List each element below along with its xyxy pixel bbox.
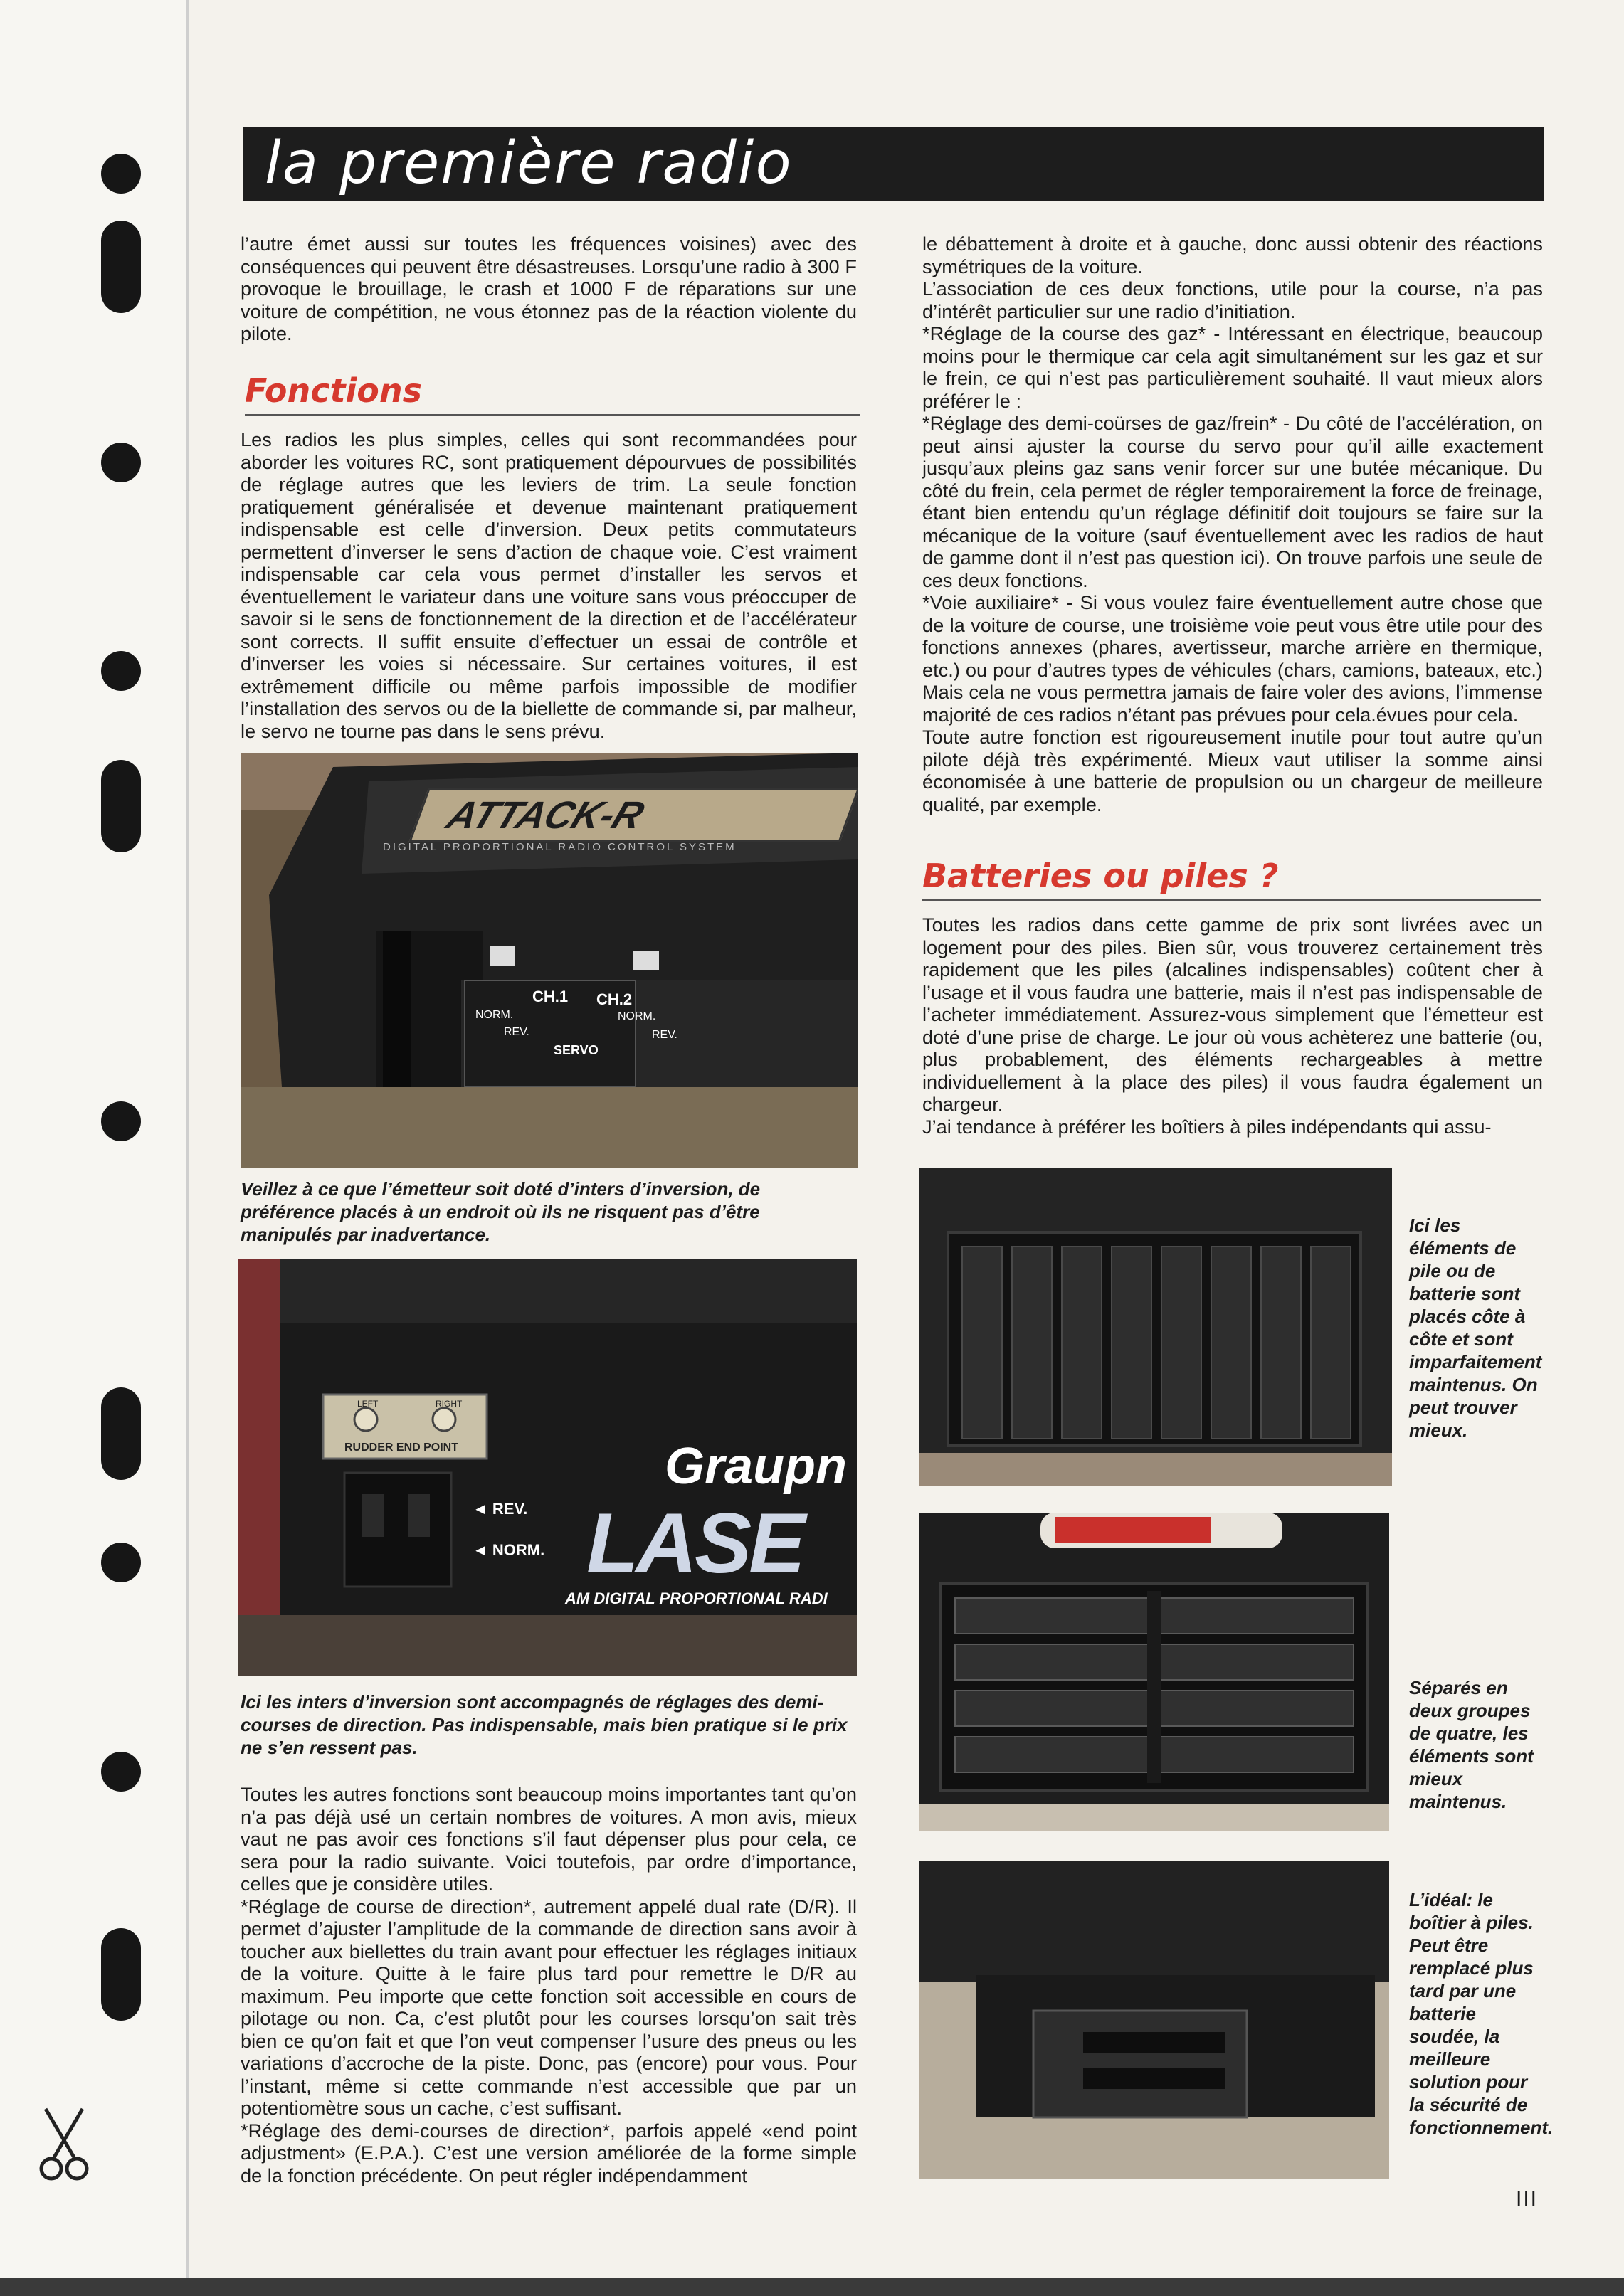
photo-illustration — [919, 1513, 1389, 1831]
photo3-caption: Ici les éléments de pile ou de batterie sont placés côte à côte et sont imparfaitement maintenus. On peut trouver mieux. — [1409, 1215, 1542, 1441]
page-number: III — [1516, 2187, 1539, 2211]
punch-hole — [101, 1387, 141, 1480]
page-header — [243, 127, 1544, 201]
intro-paragraph: l’autre émet aussi sur toutes les fréquences voisines) avec des conséquences qui peuvent être désastreuses. Lorsqu’une radio à 300 F provoque le brouillage, le crash et 1000 F de réparations sur une voiture de compétition, ne vous étonnez pas de la réaction violente du pilote. — [241, 233, 857, 344]
punch-hole — [101, 1928, 141, 2021]
system-label: AM DIGITAL PROPORTIONAL RADI — [565, 1589, 828, 1607]
photo5-caption: L’idéal: le boîtier à piles. Peut être remplacé plus tard par une batterie soudée, la meilleure solution pour la sécurité de fonctionnement. — [1409, 1889, 1554, 2138]
punch-hole — [101, 1752, 141, 1792]
photo-battery-compartment-side-by-side — [919, 1168, 1392, 1486]
brand-laser: LASE — [586, 1496, 803, 1591]
punch-hole — [101, 443, 141, 482]
other-functions-body: Toutes les autres fonctions sont beaucoup moins importantes tant qu’on n’a pas déjà usé un certain nombres de voitures. A mon avis, mieux vaut ne pas avoir ces fonctions s’il faut dépenser plus pour cela, ce sera pour la radio suivante. Voici toutefois, par ordre d’importance, celles que je considère utiles. *Réglage de course de direction*, autrement appelé dual rate (D/R). Il permet d’ajuster l’amplitude de la commande de direction sans avoir à toucher aux biellettes du train avant pour effectuer les réglages initiaux de la voiture. Quitte à le faire plus tard pour remettre le D/R au maximum. Peu importe que cette fonction soit accessible en cours de pilotage ou non. Ca, c’est plutôt pour les courses lorsqu’on sait très bien ce qu’on fait et que l’on veut compenser l’usure des pneus ou les variations d’accroche de la piste. Donc, pas (encore) pour vous. Pour l’instant, même si cette commande n’est accessible que par un potentiomètre sous un cache, c’est suffisant. *Réglage des demi-courses de direction*, parfois appelé «end point adjustment» (E.P.A.). C’est une version améliorée de la forme simple de la fonction précédente. On peut régler indépendamment — [241, 1783, 857, 2186]
punch-hole — [101, 1101, 141, 1141]
rev-switch-label: ◄ REV. — [473, 1500, 528, 1518]
right-label: RIGHT — [436, 1399, 463, 1409]
servo-label: SERVO — [554, 1043, 599, 1057]
punch-hole — [101, 651, 141, 691]
photo-illustration — [919, 1168, 1392, 1486]
punch-hole — [101, 154, 141, 194]
ch2-label: CH.2 — [596, 990, 633, 1008]
brand-label: ATTACK-R — [441, 794, 650, 837]
photo4-caption: Séparés en deux groupes de quatre, les éléments sont mieux maintenus. — [1409, 1677, 1534, 1812]
ch1-label: CH.1 — [532, 988, 569, 1005]
rev-label-2: REV. — [652, 1029, 677, 1041]
norm-label-1: NORM. — [475, 1009, 514, 1021]
section-title-batteries: Batteries ou piles ? — [922, 857, 1541, 901]
photo-battery-box — [919, 1861, 1389, 2179]
scissors-icon — [36, 2106, 93, 2184]
batteries-body: Toutes les radios dans cette gamme de prix sont livrées avec un logement pour des piles. Bien sûr, vous trouverez certainement très rapidement que les piles (alcalines indispensables) coûtent cher à l’usage et il vous faudra une batterie, mais il n’est pas indispensable de l’acheter immédiatement. Assurez-vous simplement que l’émetteur est doté d’une prise de charge. Le jour où vous achèterez une batterie (ou, plus probablement, des éléments rechargeables à mettre individuellement à la place des piles) il vous faudra également un chargeur. J’ai tendance à préférer les boîtiers à piles indépendants qui assu- — [922, 914, 1543, 1138]
scan-edge — [0, 2278, 1624, 2296]
left-label: LEFT — [357, 1399, 379, 1409]
brand-plate — [408, 788, 858, 842]
page-title: la première radio — [265, 129, 793, 197]
section-title-fonctions: Fonctions — [245, 371, 860, 416]
brand-graupner: Graupn — [665, 1438, 848, 1495]
punch-hole — [101, 1543, 141, 1582]
photo-graupner-laser-transmitter — [238, 1259, 857, 1676]
system-label: DIGITAL PROPORTIONAL RADIO CONTROL SYSTEM — [383, 841, 737, 853]
photo-attack-r-transmitter — [241, 753, 858, 1168]
punch-hole — [101, 760, 141, 852]
photo-illustration — [919, 1861, 1389, 2179]
right-column-body: le débattement à droite et à gauche, donc aussi obtenir des réactions symétriques de la voiture. L’association de ces deux fonctions, utile pour la course, n’a pas d’intérêt particulier sur une radio d’initiation. *Réglage de la course des gaz* - Intéressant en électrique, beaucoup moins pour le thermique car cela agit simultanément sur les gaz et sur le frein, ce qui n’est pas particulièrement souhaité. Il vaut mieux alors préférer le : *Réglage des demi-coürses de gaz/frein* - Du côté de l’accélération, on peut ainsi ajuster la course du servo pour qu’il aille exactement jusqu’aux pleins gaz sans venir forcer sur une butée mécanique. Du côté du frein, cela permet de régler temporairement la force de freinage, étant bien entendu qu’un réglage définitif doit toujours se faire sur la mécanique de la voiture (sauf éventuellement avec les radios de haut de gamme dont il n’est pas question ici). On trouve parfois une seule de ces deux fonctions. *Voie auxiliaire* - Si vous voulez faire éventuellement autre chose que de la voiture de course, une troisième voie peut vous être utile pour des fonctions annexes (phares, avertisseur, marche arrière en thermique, etc.) ou pour d’autres types de véhicules (chars, camions, bateaux, etc.) Mais cela ne vous permettra jamais de faire voler des avions, l’immense majorité de ces radios n’étant pas prévues pour cela.évues pour cela. Toute autre fonction est rigoureusement inutile pour tout autre qu’un pilote déjà très expérimenté. Mieux vaut utiliser la somme ainsi économisée à une batterie de propulsion ou un chargeur de meilleure qualité, par exemple. — [922, 233, 1543, 815]
photo2-caption: Ici les inters d’inversion sont accompagnés de réglages des demi-courses de direction. Pas indispensable, mais bien pratique si le prix ne s’en ressent pas. — [241, 1691, 848, 1758]
rudder-end-point-label: RUDDER END POINT — [344, 1441, 459, 1454]
photo-battery-compartment-two-groups — [919, 1513, 1389, 1831]
norm-label-2: NORM. — [618, 1010, 656, 1022]
norm-switch-label: ◄ NORM. — [473, 1541, 545, 1559]
fonctions-body: Les radios les plus simples, celles qui sont recommandées pour aborder les voitures RC, sont pratiquement dépourvues de possibilités de réglage autres que les leviers de trim. La seule fonction pratiquement généralisée et devenue maintenant pratiquement indispensable est celle d’inversion. Deux petits commutateurs permettent d’inverser le sens d’action de chaque voie. C’est vraiment indispensable car cela vous permet d’installer les servos et éventuellement le variateur dans une voiture sans vous préoccuper de savoir si le sens de fonctionnement de la direction et de l’accélérateur sont corrects. Il suffit ensuite d’effectuer un essai de contrôle et d’inverser les voies si nécessaire. Sur certaines voitures, il est extrêmement difficile ou même parfois impossible de modifier l’installation des servos ou de la biellette de commande si, par malheur, le servo ne tourne pas dans le sens prévu. — [241, 428, 857, 742]
punch-hole — [101, 221, 141, 313]
rev-label-1: REV. — [504, 1026, 529, 1038]
photo1-caption: Veillez à ce que l’émetteur soit doté d’inters d’inversion, de préférence placés à un endroit où ils ne risquent pas d’être manipulés par inadvertance. — [241, 1178, 761, 1245]
binder-margin — [0, 0, 189, 2296]
